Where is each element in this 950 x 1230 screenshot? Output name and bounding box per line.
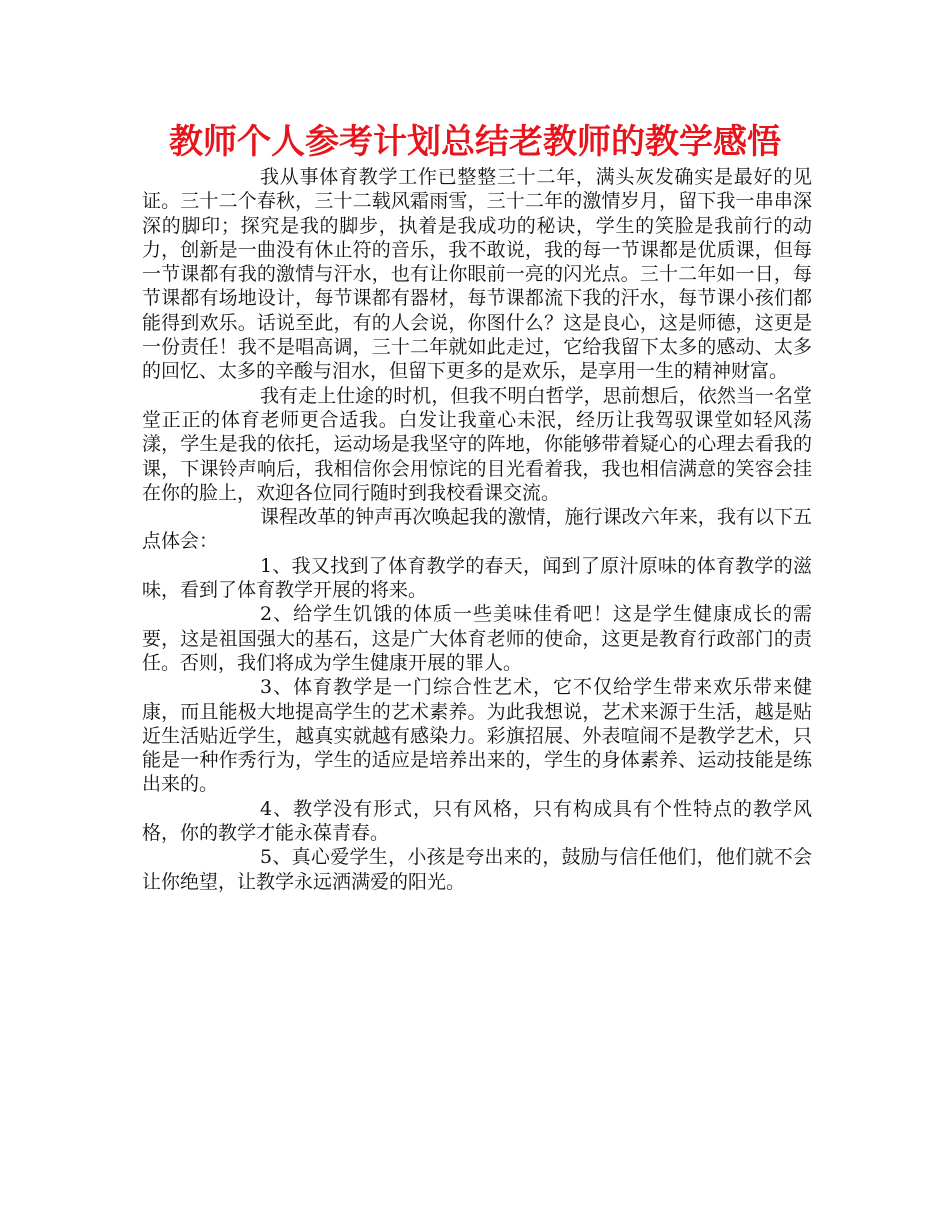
paragraph-point-4: 4、教学没有形式，只有风格，只有构成具有个性特点的教学风格，你的教学才能永葆青春。	[142, 797, 812, 845]
paragraph-reform: 课程改革的钟声再次唤起我的激情，施行课改六年来，我有以下五点体会：	[142, 506, 812, 553]
document-body	[142, 165, 812, 894]
paragraph-point-5: 5、真心爱学生，小孩是夸出来的，鼓励与信任他们，他们就不会让你绝望，让教学永远洒满爱的阳光。	[142, 846, 812, 893]
paragraph-point-1: 1、我又找到了体育教学的春天，闻到了原汁原味的体育教学的滋味，看到了体育教学开展的将来。	[142, 554, 812, 602]
paragraph-career: 我有走上仕途的时机，但我不明白哲学，思前想后，依然当一名堂堂正正的体育老师更合适我。白发让我童心未泯，经历让我驾驭课堂如轻风荡漾，学生是我的依托，运动场是我坚守的阵地，你能够带着疑心的心理去看我的课，下课铃声响后，我相信你会用惊诧的目光看着我，我也相信满意的笑容会挂在你的脸上，欢迎各位同行随时到我校看课交流。	[142, 384, 812, 504]
paragraph-point-3: 3、体育教学是一门综合性艺术，它不仅给学生带来欢乐带来健康，而且能极大地提高学生的艺术素养。为此我想说，艺术来源于生活，越是贴近生活贴近学生，越真实就越有感染力。彩旗招展、外表喧闹不是教学艺术，只能是一种作秀行为，学生的适应是培养出来的，学生的身体素养、运动技能是练出来的。	[142, 676, 812, 796]
paragraph-point-2: 2、给学生饥饿的体质一些美味佳肴吧！这是学生健康成长的需要，这是祖国强大的基石，这是广大体育老师的使命，这更是教育行政部门的责任。否则，我们将成为学生健康开展的罪人。	[142, 603, 812, 674]
document-title: 教师个人参考计划总结老教师的教学感悟	[169, 122, 781, 162]
paragraph-intro: 我从事体育教学工作已整整三十二年，满头灰发确实是最好的见证。三十二个春秋，三十二载风霜雨雪，三十二年的激情岁月，留下我一串串深深的脚印；探究是我的脚步，执着是我成功的秘诀，学生的笑脸是我前行的动力，创新是一曲没有休止符的音乐，我不敢说，我的每一节课都是优质课，但每一节课都有我的激情与汗水，也有让你眼前一亮的闪光点。三十二年如一日，每节课都有场地设计，每节课都有器材，每节课都流下我的汗水，每节课小孩们都能得到欢乐。话说至此，有的人会说，你图什么？这是良心，这是师德，这更是一份责任！我不是唱高调，三十二年就如此走过，它给我留下太多的感动、太多的回忆、太多的辛酸与泪水，但留下更多的是欢乐，是享用一生的精神财富。	[142, 166, 812, 383]
